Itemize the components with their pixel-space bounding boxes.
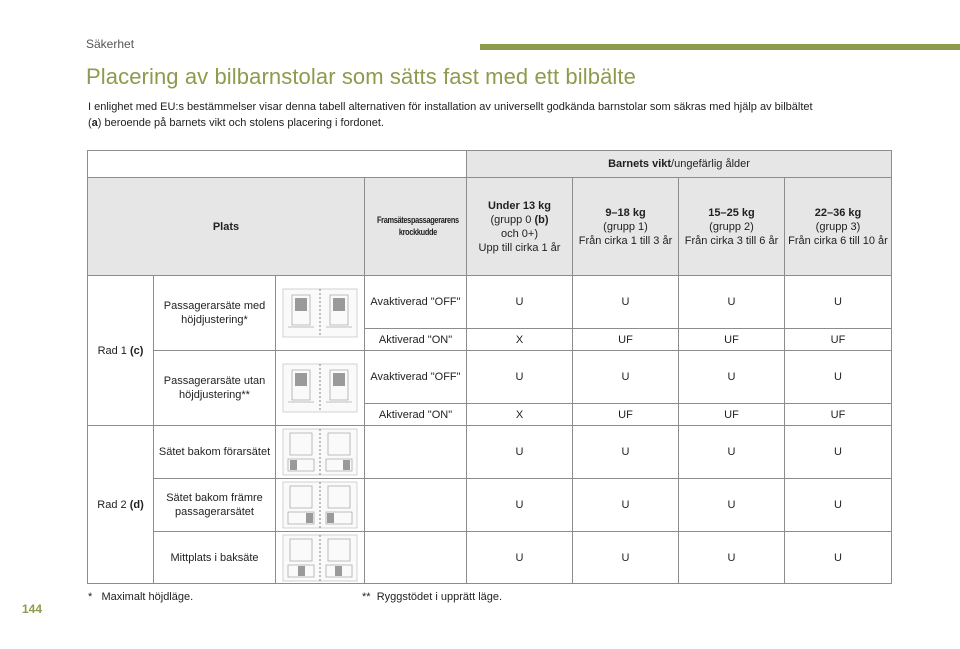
weight-2: 15–25 kg xyxy=(708,206,755,219)
cell: U xyxy=(785,276,892,329)
table-row xyxy=(88,351,892,404)
seat-rear-left-pic xyxy=(276,426,365,479)
seat-front-adjustable: Passagerarsäte med höjdjustering* xyxy=(154,276,276,351)
footnote-2-mark: ** xyxy=(362,591,371,603)
table-row xyxy=(88,479,892,532)
age-1: Från cirka 1 till 3 år xyxy=(578,234,673,247)
weight-header-bold: Barnets vikt xyxy=(608,158,672,170)
col-header-group2 xyxy=(679,178,785,276)
cell: UF xyxy=(679,329,785,351)
age-2: Från cirka 3 till 6 år xyxy=(684,234,779,247)
age-3: Från cirka 6 till 10 år xyxy=(788,234,888,247)
seat-front-adjustable-pic xyxy=(276,276,365,351)
col-header-group0 xyxy=(467,178,573,276)
group-0-a: (grupp 0 xyxy=(490,213,535,226)
intro-line-2: ) beroende på barnets vikt och stolens placering i fordonet. xyxy=(97,117,384,129)
cell: U xyxy=(785,532,892,584)
section-accent-bar xyxy=(480,44,960,50)
airbag-na xyxy=(365,426,467,479)
airbag-na xyxy=(365,479,467,532)
airbag-on: Aktiverad "ON" xyxy=(365,404,467,426)
weight-1: 9–18 kg xyxy=(605,206,646,219)
row-label-rad2 xyxy=(88,426,154,584)
cell: U xyxy=(573,276,679,329)
cell: U xyxy=(785,351,892,404)
row-label-rad1 xyxy=(88,276,154,426)
seat-rear-right: Sätet bakom främre passagerarsätet xyxy=(154,479,276,532)
seat-rear-middle: Mittplats i baksäte xyxy=(154,532,276,584)
rear-seat-icon xyxy=(280,427,360,477)
seat-front-fixed-pic xyxy=(276,351,365,426)
weight-header-rest: /ungefärlig ålder xyxy=(671,158,750,170)
cell: UF xyxy=(573,404,679,426)
table-row xyxy=(88,276,892,329)
intro-line-1: I enlighet med EU:s bestämmelser visar denna tabell alternativen för installation av universellt godkända barnstolar som säkras med hjälp av bilbältet xyxy=(88,101,813,113)
col-header-airbag xyxy=(365,178,467,276)
page-number: 144 xyxy=(22,602,43,616)
footnote-1-mark: * xyxy=(88,591,93,603)
cell: U xyxy=(467,351,573,404)
age-0: Upp till cirka 1 år xyxy=(478,241,561,254)
footnote-2 xyxy=(362,591,502,603)
weight-0: Under 13 kg xyxy=(488,199,551,212)
table-row xyxy=(88,426,892,479)
weight-group-header xyxy=(467,151,892,178)
airbag-off: Avaktiverad "OFF" xyxy=(365,276,467,329)
airbag-na xyxy=(365,532,467,584)
rad1-label: Rad 1 xyxy=(97,344,130,357)
footnote-1-text: Maximalt höjdläge. xyxy=(101,591,194,603)
rad1-code: (c) xyxy=(129,344,144,357)
rear-seat-icon xyxy=(280,533,360,583)
rad2-label: Rad 2 xyxy=(97,498,130,511)
cell: X xyxy=(467,329,573,351)
intro-code: a xyxy=(91,117,98,129)
airbag-off: Avaktiverad "OFF" xyxy=(365,351,467,404)
page-title: Placering av bilbarnstolar som sätts fast med ett bilbälte xyxy=(86,64,636,89)
intro-paragraph xyxy=(88,99,888,131)
group-1: (grupp 1) xyxy=(603,220,648,233)
airbag-label: Framsätespassagerarens krockkudde xyxy=(376,215,459,237)
cell: U xyxy=(467,276,573,329)
seat-rear-middle-pic xyxy=(276,532,365,584)
weight-3: 22–36 kg xyxy=(814,206,862,219)
cell: U xyxy=(467,532,573,584)
footnote-2-text: Ryggstödet i upprätt läge. xyxy=(376,591,503,603)
cell: U xyxy=(679,426,785,479)
cell: U xyxy=(467,479,573,532)
table-blank-corner xyxy=(88,151,467,178)
cell: U xyxy=(573,479,679,532)
cell: U xyxy=(573,532,679,584)
cell: U xyxy=(467,426,573,479)
cell: U xyxy=(573,351,679,404)
seat-front-fixed: Passagerarsäte utan höjdjustering** xyxy=(154,351,276,426)
section-label: Säkerhet xyxy=(86,37,135,51)
airbag-on: Aktiverad "ON" xyxy=(365,329,467,351)
seat-rear-right-pic xyxy=(276,479,365,532)
cell: U xyxy=(785,426,892,479)
table-row xyxy=(88,532,892,584)
group-0-b: och 0+) xyxy=(501,227,538,240)
cell: U xyxy=(573,426,679,479)
front-seat-icon xyxy=(280,287,360,339)
cell: UF xyxy=(785,404,892,426)
col-header-group3 xyxy=(785,178,892,276)
seat-rear-left: Sätet bakom förarsätet xyxy=(154,426,276,479)
child-seat-table xyxy=(87,150,892,584)
rad2-code: (d) xyxy=(129,498,144,511)
cell: UF xyxy=(785,329,892,351)
group-2: (grupp 2) xyxy=(709,220,754,233)
rear-seat-icon xyxy=(280,480,360,530)
cell: UF xyxy=(573,329,679,351)
plats-label: Plats xyxy=(212,220,240,233)
cell: U xyxy=(679,276,785,329)
group-3: (grupp 3) xyxy=(815,220,861,233)
group-0-code: (b) xyxy=(534,213,549,226)
cell: X xyxy=(467,404,573,426)
cell: U xyxy=(679,351,785,404)
col-header-group1 xyxy=(573,178,679,276)
cell: UF xyxy=(679,404,785,426)
cell: U xyxy=(679,479,785,532)
cell: U xyxy=(679,532,785,584)
footnote-1 xyxy=(88,591,193,603)
col-header-plats xyxy=(88,178,365,276)
intro-paren: ( xyxy=(88,117,92,129)
front-seat-icon xyxy=(280,362,360,414)
cell: U xyxy=(785,479,892,532)
